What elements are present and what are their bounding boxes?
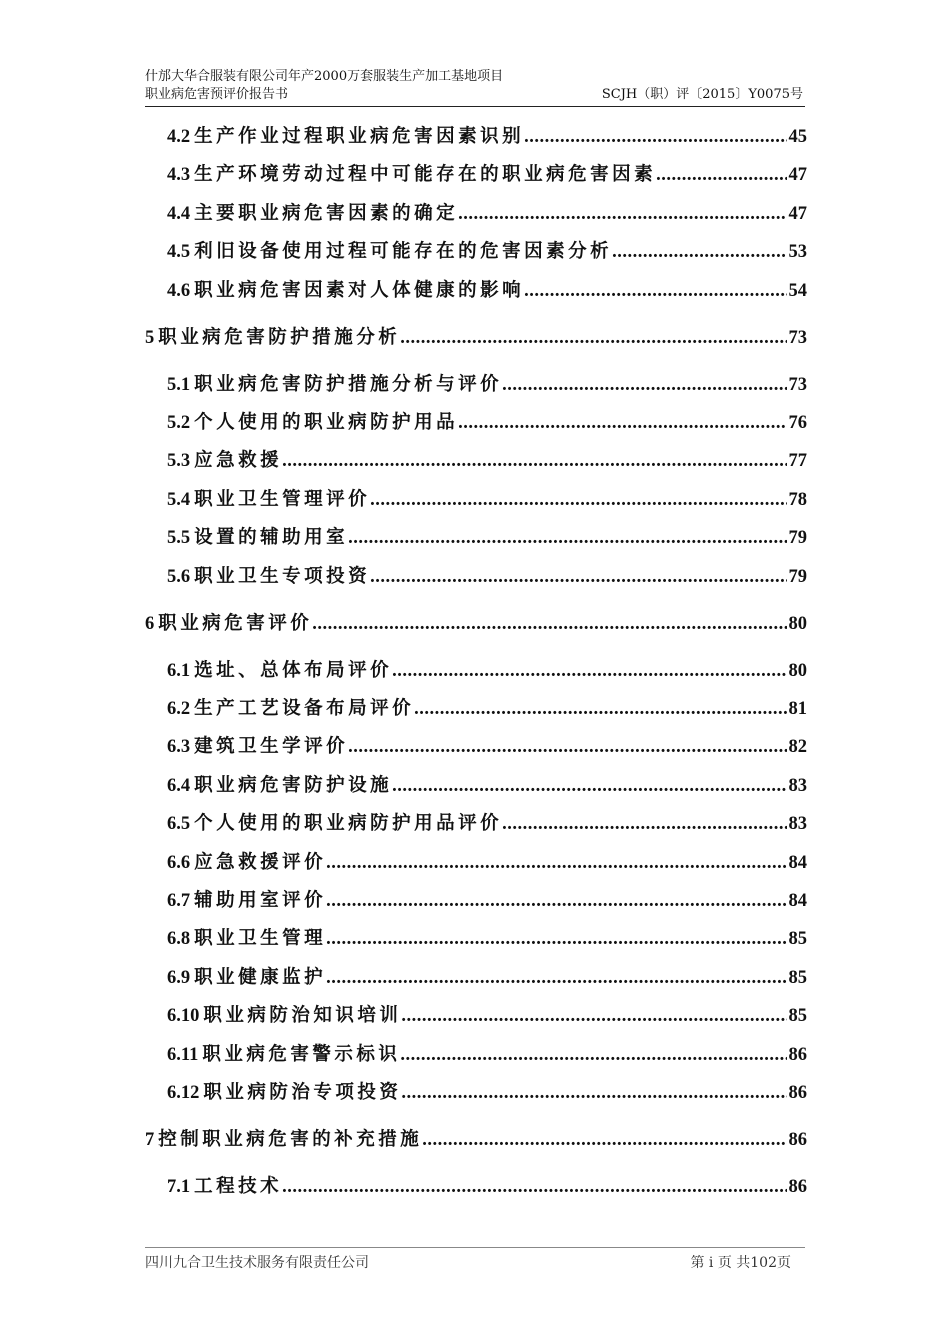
toc-entry[interactable] [167, 406, 807, 434]
toc-entry-title: 控制职业病危害的补充措施 [158, 1129, 423, 1150]
toc-leader-dots [400, 1045, 786, 1066]
toc-leader-dots [524, 281, 786, 302]
toc-entry-page: 79 [788, 528, 807, 549]
toc-leader-dots [400, 328, 786, 349]
toc-entry[interactable] [167, 846, 807, 874]
toc-entry-page: 85 [788, 967, 807, 988]
toc-entry-title: 职业病防治知识培训 [203, 1005, 402, 1027]
toc-entry-page: 76 [788, 413, 807, 433]
toc-entry-number: 6.3 [167, 737, 191, 758]
toc-leader-dots [326, 891, 786, 912]
toc-entry-number: 6 [145, 613, 155, 634]
toc-entry-title: 职业病危害警示标识 [202, 1043, 401, 1065]
toc-leader-dots [458, 204, 786, 225]
toc-leader-dots [458, 413, 786, 434]
toc-entry-page: 47 [788, 203, 807, 224]
toc-entry-number: 6.7 [167, 891, 191, 911]
toc-leader-dots [401, 1083, 786, 1104]
toc-entry[interactable] [167, 884, 807, 912]
toc-entry-number: 6.8 [167, 929, 191, 950]
header-project-title: 什邡大华合服装有限公司年产2000万套服装生产加工基地项目 [145, 69, 504, 84]
toc-entry[interactable] [145, 321, 807, 349]
toc-entry-number: 7 [145, 1130, 155, 1150]
toc-entry[interactable] [167, 235, 807, 263]
toc-entry-page: 54 [788, 280, 807, 301]
toc-leader-dots [392, 661, 786, 682]
toc-entry-page: 84 [788, 852, 807, 873]
toc-entry-page: 77 [788, 451, 807, 472]
toc-entry-page: 45 [788, 127, 807, 147]
toc-entry-number: 6.10 [167, 1006, 200, 1027]
toc-entry-number: 6.2 [167, 699, 191, 719]
toc-entry-page: 82 [788, 737, 807, 758]
toc-leader-dots [392, 776, 786, 797]
header-document-code: SCJH（职）评〔2015〕Y0075号 [601, 87, 803, 102]
page-header [145, 66, 805, 107]
toc-entry-page: 80 [788, 613, 807, 634]
toc-entry[interactable] [167, 560, 807, 588]
toc-entry-page: 78 [788, 489, 807, 510]
footer-page-number: 第 i 页 共102页 [690, 1255, 791, 1271]
toc-entry-title: 选址、总体布局评价 [194, 659, 393, 681]
toc-entry-title: 生产作业过程职业病危害因素识别 [194, 126, 525, 147]
toc-entry-title: 职业健康监护 [194, 966, 327, 988]
toc-entry-title: 职业病危害防护设施 [194, 774, 393, 796]
toc-leader-dots [612, 242, 786, 263]
toc-entry-page: 86 [788, 1044, 807, 1065]
toc-entry[interactable] [167, 274, 807, 302]
toc-entry-title: 建筑卫生学评价 [194, 736, 349, 758]
toc-entry-number: 6.4 [167, 775, 191, 796]
toc-entry-number: 5.1 [167, 374, 191, 395]
toc-leader-dots [524, 127, 786, 148]
toc-entry-title: 职业卫生管理 [194, 928, 327, 950]
toc-leader-dots [656, 165, 786, 186]
toc-entry-number: 6.5 [167, 814, 191, 835]
toc-entry-title: 职业病危害防护措施分析与评价 [194, 373, 503, 395]
toc-entry-page: 81 [788, 699, 807, 719]
toc-leader-dots [312, 614, 786, 635]
toc-entry-title: 职业病危害评价 [158, 612, 313, 634]
toc-entry[interactable] [167, 692, 807, 720]
toc-entry-title: 应急救援评价 [194, 851, 327, 873]
toc-entry-page: 79 [788, 566, 807, 587]
toc-leader-dots [282, 1177, 786, 1198]
toc-leader-dots [282, 451, 786, 472]
toc-entry-number: 5.3 [167, 451, 191, 472]
toc-leader-dots [370, 490, 786, 511]
toc-entry-number: 5.6 [167, 566, 191, 587]
toc-entry[interactable] [167, 654, 807, 682]
toc-entry-title: 设置的辅助用室 [194, 527, 349, 549]
toc-entry-number: 5.5 [167, 528, 191, 549]
toc-entry[interactable] [145, 1123, 807, 1151]
toc-entry-page: 73 [788, 374, 807, 395]
toc-leader-dots [502, 375, 786, 396]
toc-entry[interactable] [167, 1038, 807, 1066]
toc-entry-page: 85 [788, 929, 807, 950]
header-report-type: 职业病危害预评价报告书 [145, 87, 289, 102]
toc-entry-number: 5 [145, 327, 155, 348]
toc-entry-page: 83 [788, 775, 807, 796]
toc-leader-dots [422, 1130, 786, 1151]
toc-entry[interactable] [167, 961, 807, 989]
toc-entry-number: 6.9 [167, 967, 191, 988]
toc-entry-title: 个人使用的职业病防护用品评价 [194, 813, 503, 835]
toc-entry-number: 4.5 [167, 242, 191, 263]
toc-entry-page: 86 [788, 1083, 807, 1103]
toc-entry-page: 47 [788, 165, 807, 186]
toc-entry-number: 4.6 [167, 280, 191, 301]
toc-entry-title: 职业病防治专项投资 [203, 1082, 402, 1103]
toc-entry-title: 应急救援 [194, 450, 283, 472]
toc-entry[interactable] [167, 769, 807, 797]
toc-entry[interactable] [167, 158, 807, 186]
toc-entry-page: 73 [788, 327, 807, 348]
toc-entry-number: 7.1 [167, 1177, 191, 1197]
toc-entry-title: 工程技术 [194, 1176, 283, 1197]
toc-entry-title: 利旧设备使用过程可能存在的危害因素分析 [194, 241, 613, 263]
toc-entry-title: 生产环境劳动过程中可能存在的职业病危害因素 [194, 164, 657, 186]
toc-entry-page: 83 [788, 814, 807, 835]
toc-entry[interactable] [167, 922, 807, 950]
toc-entry-number: 6.1 [167, 660, 191, 681]
toc-leader-dots [348, 528, 786, 549]
toc-entry[interactable] [145, 607, 807, 635]
toc-entry-page: 80 [788, 660, 807, 681]
toc-entry-page: 85 [788, 1006, 807, 1027]
toc-entry-number: 4.4 [167, 203, 191, 224]
toc-entry-title: 个人使用的职业病防护用品 [194, 412, 459, 433]
toc-leader-dots [401, 1006, 786, 1027]
toc-entry[interactable] [167, 1170, 807, 1198]
toc-entry-number: 6.11 [167, 1044, 199, 1065]
toc-entry-title: 职业卫生专项投资 [194, 565, 371, 587]
toc-leader-dots [370, 567, 786, 588]
toc-entry[interactable] [167, 521, 807, 549]
toc-entry[interactable] [167, 197, 807, 225]
toc-entry[interactable] [167, 807, 807, 835]
toc-leader-dots [326, 968, 786, 989]
toc-entry[interactable] [167, 999, 807, 1027]
toc-entry-number: 6.6 [167, 852, 191, 873]
page-footer [145, 1247, 805, 1271]
toc-entry-number: 4.3 [167, 165, 191, 186]
toc-leader-dots [502, 814, 786, 835]
toc-entry[interactable] [167, 368, 807, 396]
toc-entry-title: 职业病危害因素对人体健康的影响 [194, 279, 525, 301]
toc-entry-number: 5.4 [167, 489, 191, 510]
toc-entry-page: 86 [788, 1130, 807, 1150]
toc-entry[interactable] [167, 730, 807, 758]
toc-entry[interactable] [167, 1076, 807, 1104]
footer-company-name: 四川九合卫生技术服务有限责任公司 [145, 1255, 369, 1271]
toc-entry-title: 职业病危害防护措施分析 [158, 326, 401, 348]
toc-entry-number: 4.2 [167, 127, 191, 147]
toc-leader-dots [414, 699, 786, 720]
toc-leader-dots [326, 929, 786, 950]
toc-entry-number: 5.2 [167, 413, 191, 433]
toc-entry-page: 53 [788, 242, 807, 263]
toc-entry[interactable] [167, 120, 807, 148]
toc-entry-page: 84 [788, 891, 807, 911]
toc-entry-number: 6.12 [167, 1083, 200, 1103]
toc-leader-dots [348, 737, 786, 758]
toc-entry-title: 辅助用室评价 [194, 890, 327, 911]
toc-entry-title: 职业卫生管理评价 [194, 488, 371, 510]
toc-entry[interactable] [167, 483, 807, 511]
toc-leader-dots [326, 853, 786, 874]
toc-entry[interactable] [167, 444, 807, 472]
toc-entry-title: 生产工艺设备布局评价 [194, 698, 415, 719]
toc-entry-page: 86 [788, 1177, 807, 1197]
toc-entry-title: 主要职业病危害因素的确定 [194, 202, 459, 224]
